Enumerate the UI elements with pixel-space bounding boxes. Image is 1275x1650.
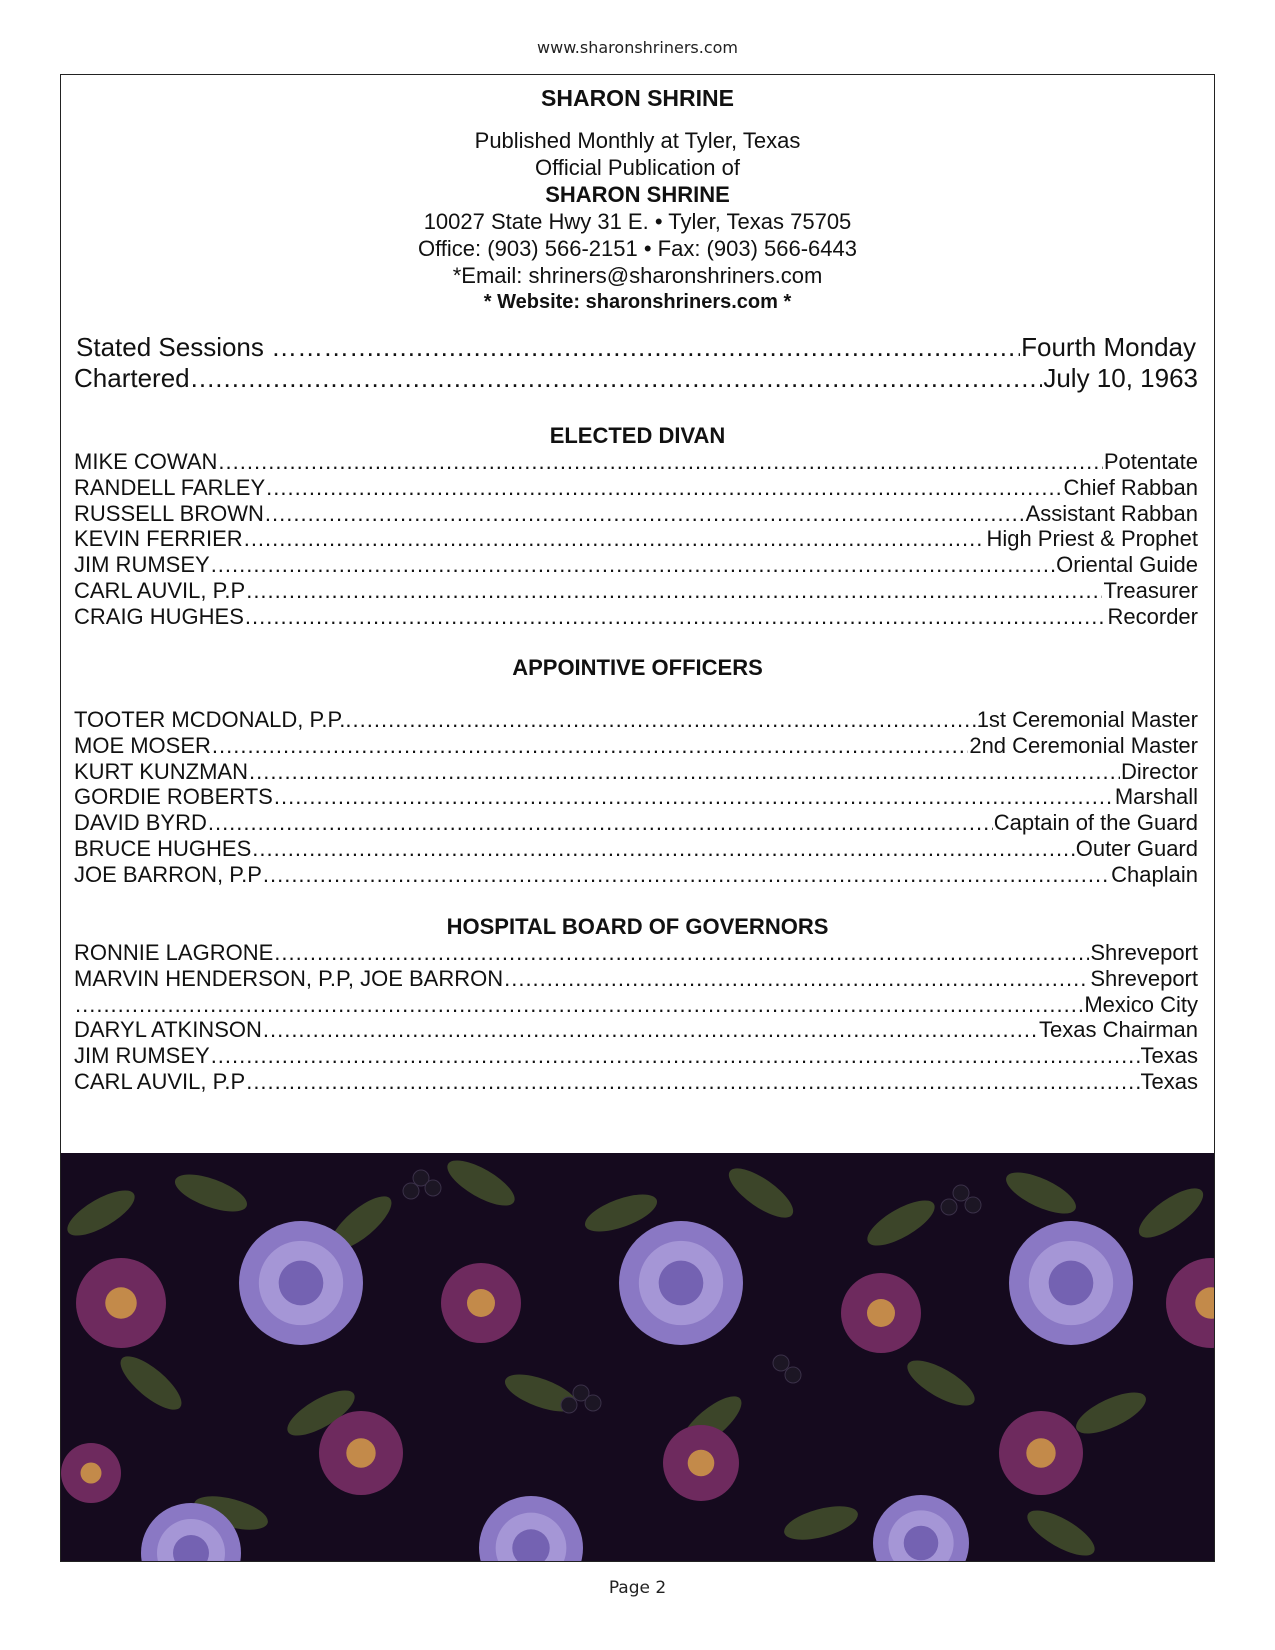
roster-title: Shreveport xyxy=(1090,965,1198,991)
leader-dots xyxy=(246,1069,1139,1095)
roster-title: Potentate xyxy=(1103,449,1198,474)
site-url[interactable]: www.sharonshriners.com xyxy=(537,38,738,57)
roster-name: DARYL ATKINSON xyxy=(74,1017,262,1043)
roster-title: Treasurer xyxy=(1103,578,1198,603)
roster-row xyxy=(74,578,1198,604)
roster-title: Assistant Rabban xyxy=(1025,500,1198,526)
roster-name: GORDIE ROBERTS xyxy=(74,784,273,810)
roster-title: Shreveport xyxy=(1090,940,1198,965)
roster-title: Mexico City xyxy=(1084,991,1198,1017)
roster-name: CRAIG HUGHES xyxy=(74,603,244,629)
roster-row xyxy=(74,1017,1198,1043)
masthead-official: Official Publication of xyxy=(534,155,741,180)
roster-row xyxy=(74,966,1198,992)
roster-name: JOE BARRON, P.P xyxy=(74,861,262,887)
roster-name: JIM RUMSEY xyxy=(74,1043,210,1069)
roster-name: RUSSELL BROWN xyxy=(74,500,264,526)
roster-title: Chief Rabban xyxy=(1063,474,1198,500)
chartered-row xyxy=(74,362,1198,394)
roster-row xyxy=(74,501,1198,527)
roster-name: RONNIE LAGRONE xyxy=(74,940,274,965)
roster-name: CARL AUVIL, P.P xyxy=(74,1069,246,1094)
roster-name: JIM RUMSEY xyxy=(74,552,210,578)
roster-row xyxy=(74,1043,1198,1069)
leader-dots xyxy=(265,501,1025,527)
leader-dots xyxy=(249,759,1120,785)
roster-name: RANDELL FARLEY xyxy=(74,474,266,500)
roster-name: MOE MOSER xyxy=(74,732,211,758)
roster-title: Captain of the Guard xyxy=(993,810,1198,836)
leader-dots xyxy=(353,707,976,733)
roster-title: Recorder xyxy=(1107,603,1198,629)
elected-divan-heading: ELECTED DIVAN xyxy=(549,423,726,448)
roster-row xyxy=(74,707,1198,733)
berry xyxy=(773,1355,789,1371)
leader-dots xyxy=(274,784,1114,810)
berry xyxy=(403,1183,419,1199)
berry xyxy=(965,1197,981,1213)
roster-title: Director xyxy=(1120,758,1198,784)
masthead-website: * Website: sharonshriners.com * xyxy=(483,291,792,313)
roster-title: 1st Ceremonial Master xyxy=(976,707,1198,732)
roster-row xyxy=(74,449,1198,475)
leader-dots xyxy=(211,552,1055,578)
masthead-org-name: SHARON SHRINE xyxy=(545,182,730,207)
roster-title: 2nd Ceremonial Master xyxy=(969,732,1198,758)
chartered-value: July 10, 1963 xyxy=(1043,363,1198,393)
masthead xyxy=(61,127,1214,316)
appointive-officers-heading: APPOINTIVE OFFICERS xyxy=(512,655,763,680)
leader-dots xyxy=(244,526,986,552)
publication-title: SHARON SHRINE xyxy=(541,85,734,111)
roster-name: KURT KUNZMAN xyxy=(74,758,248,784)
roster-row xyxy=(74,733,1198,759)
stated-sessions-row xyxy=(76,331,1196,363)
berry xyxy=(425,1180,441,1196)
berry xyxy=(785,1367,801,1383)
page-number: Page 2 xyxy=(608,1578,667,1598)
masthead-published: Published Monthly at Tyler, Texas xyxy=(474,128,801,153)
bloom-center xyxy=(105,1287,137,1319)
roster-name: BRUCE HUGHES xyxy=(74,836,252,861)
rose-center xyxy=(279,1261,324,1306)
bloom-center xyxy=(688,1450,715,1477)
leader-dots xyxy=(191,362,1043,394)
roster-row xyxy=(74,475,1198,501)
chartered-label: Chartered xyxy=(74,363,190,393)
roster-title: Texas Chairman xyxy=(1039,1017,1198,1043)
leader-dots xyxy=(211,1043,1140,1069)
roster-row xyxy=(74,759,1198,785)
floral-artwork xyxy=(61,1153,1214,1562)
rose-center xyxy=(659,1261,704,1306)
leader-dots xyxy=(266,475,1062,501)
roster-row xyxy=(74,836,1198,862)
leader-dots xyxy=(218,449,1102,475)
roster-row xyxy=(74,552,1198,578)
roster-name: DAVID BYRD xyxy=(74,810,207,836)
bloom-center xyxy=(81,1463,102,1484)
bloom-center xyxy=(867,1299,895,1327)
berry xyxy=(953,1185,969,1201)
leader-dots xyxy=(252,836,1074,862)
leader-dots xyxy=(246,578,1102,604)
roster-title: Oriental Guide xyxy=(1056,552,1198,578)
rose-center xyxy=(904,1526,939,1561)
roster-row xyxy=(74,1069,1198,1095)
roster-name: CARL AUVIL, P.P xyxy=(74,578,246,603)
roster-title: Texas xyxy=(1140,1043,1198,1069)
leader-dots xyxy=(75,992,1083,1018)
leader-dots xyxy=(350,331,1020,363)
roster-row xyxy=(74,940,1198,966)
leader-dots xyxy=(263,862,1110,888)
leader-dots xyxy=(504,966,1089,992)
masthead-email: *Email: shriners@sharonshriners.com xyxy=(452,263,823,288)
roster-title: Chaplain xyxy=(1111,861,1198,887)
roster-title: Texas xyxy=(1140,1069,1198,1094)
roster-row xyxy=(74,526,1198,552)
roster-name: MIKE COWAN xyxy=(74,449,218,474)
berry xyxy=(941,1199,957,1215)
roster-title: Marshall xyxy=(1114,784,1198,810)
roster-title: High Priest & Prophet xyxy=(986,526,1198,552)
roster-name: TOOTER MCDONALD, P.P.. xyxy=(74,707,352,732)
stated-sessions-label: Stated Sessions ……… xyxy=(76,332,350,362)
stated-sessions-value: Fourth Monday xyxy=(1021,332,1196,362)
floral-pattern xyxy=(61,1153,1215,1562)
masthead-phone: Office: (903) 566-2151 • Fax: (903) 566-6443 xyxy=(417,236,857,261)
bloom-center xyxy=(1026,1438,1055,1467)
bloom-center xyxy=(346,1438,375,1467)
roster-title: Outer Guard xyxy=(1075,836,1198,861)
roster-row xyxy=(74,784,1198,810)
roster-row xyxy=(74,604,1198,630)
leader-dots xyxy=(208,810,993,836)
leader-dots xyxy=(263,1017,1038,1043)
roster-row xyxy=(74,862,1198,888)
publication-box xyxy=(60,74,1215,1562)
leader-dots xyxy=(274,940,1089,966)
leader-dots xyxy=(212,733,968,759)
berry xyxy=(585,1395,601,1411)
roster-name: KEVIN FERRIER xyxy=(74,526,243,552)
hospital-board-heading: HOSPITAL BOARD OF GOVERNORS xyxy=(446,914,829,939)
bloom-center xyxy=(467,1289,495,1317)
roster-row xyxy=(74,992,1198,1018)
berry xyxy=(561,1397,577,1413)
masthead-address: 10027 State Hwy 31 E. • Tyler, Texas 75705 xyxy=(423,209,852,234)
roster-row xyxy=(74,810,1198,836)
roster-name: MARVIN HENDERSON, P.P, JOE BARRON xyxy=(74,965,504,991)
leader-dots xyxy=(245,604,1107,630)
rose-center xyxy=(1049,1261,1094,1306)
